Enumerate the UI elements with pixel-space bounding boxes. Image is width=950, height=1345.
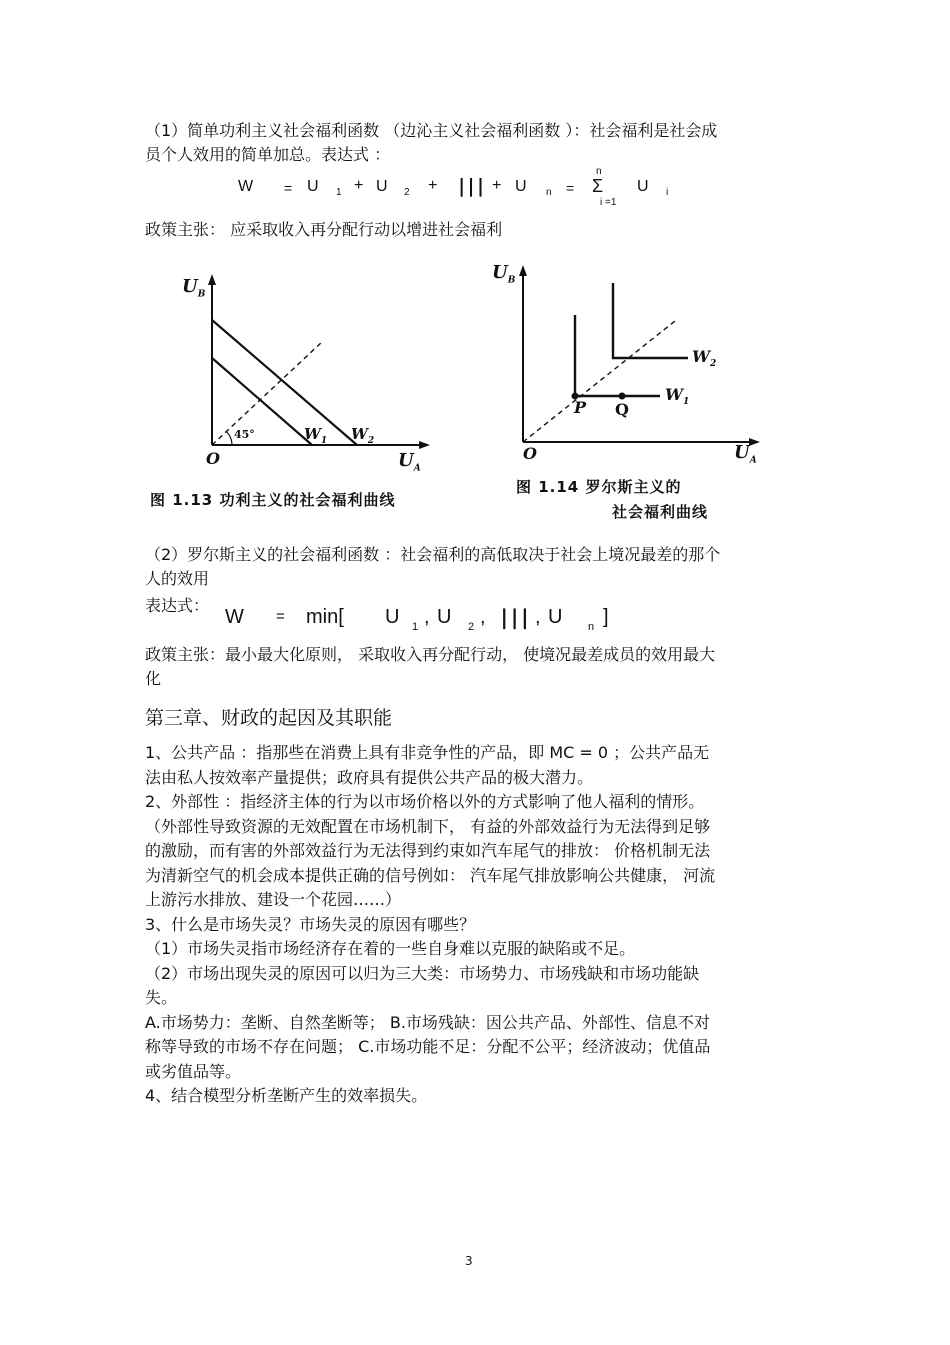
figure1-w1-label: $W_1$ <box>304 425 328 446</box>
formula-ui: U <box>637 178 649 195</box>
figure1-graphic <box>148 268 478 518</box>
chapter-line: 1、公共产品 ：指那些在消费上具有非竞争性的产品，即 MC = 0 ；公共产品无 <box>145 743 710 762</box>
figure2-q-label: Q <box>615 400 629 419</box>
rawls-eq: = <box>276 608 285 625</box>
figure2-axis-y: $U_B$ <box>492 262 516 286</box>
chapter-title: 第三章、财政的起因及其职能 <box>145 707 393 729</box>
formula-sub1: 1 <box>336 187 342 198</box>
figure2-graphic <box>490 258 790 458</box>
figure2-w1-label: $W_1$ <box>665 385 690 408</box>
rawls-sub2: 2 <box>468 621 475 633</box>
rawls-u1: U <box>385 606 400 628</box>
section1-policy: 政策主张： 应采取收入再分配行动以增进社会福利 <box>145 220 503 239</box>
chapter-line: （2）市场出现失灵的原因可以归为三大类：市场势力、市场残缺和市场功能缺 <box>145 963 700 983</box>
chapter-line: 3、什么是市场失灵？市场失灵的原因有哪些？ <box>145 914 476 934</box>
page-number: 3 <box>465 1254 473 1268</box>
figure1-caption: 图 1.13 功利主义的社会福利曲线 <box>150 491 396 509</box>
figure2-w2-label: $W_2$ <box>692 347 717 370</box>
chapter-line: 为清新空气的机会成本提供正确的信号例如： 汽车尾气排放影响公共健康， 河流 <box>145 865 716 885</box>
rawls-sub1: 1 <box>412 621 419 633</box>
figure1-angle-label: 45° <box>234 428 255 441</box>
figure2-caption-line1: 图 1.14 罗尔斯主义的 <box>516 478 682 496</box>
rawls-w: W <box>225 606 244 628</box>
sigma-symbol: Σ <box>592 176 604 196</box>
sigma-top: n <box>596 166 602 177</box>
formula-eq2: = <box>566 180 575 196</box>
chapter-body <box>145 741 845 1109</box>
figure-utilitarian-curve <box>148 268 478 518</box>
formula-plus1: + <box>354 177 364 194</box>
chapter-line: 法由私人按效率产量提供；政府具有提供公共产品的极大潜力。 <box>145 767 594 787</box>
section1-intro-line1: （1）简单功利主义社会福利函数 （边沁主义社会福利函数 ）：社会福利是社会成 <box>145 121 718 140</box>
chapter-line: 上游污水排放、建设一个花园……） <box>145 890 402 909</box>
section2-intro-line2: 人的效用 <box>145 569 210 588</box>
figure1-axis-y: $U_B$ <box>182 276 206 300</box>
section2-expr-label: 表达式： <box>145 596 210 615</box>
rawls-subn: n <box>588 621 595 633</box>
chapter-line: 的激励，而有害的外部效益行为无法得到约束如汽车尾气的排放： 价格机制无法 <box>145 841 711 860</box>
figure1-origin: O <box>206 449 220 468</box>
formula-ellipsis: ❙❙❙ <box>457 176 486 196</box>
chapter-line: 或劣值品等。 <box>145 1061 242 1081</box>
chapter-line: （外部性导致资源的无效配置在市场机制下， 有益的外部效益行为无法得到足够 <box>145 816 711 836</box>
formula-eq: = <box>284 180 293 196</box>
rawls-min: min[ <box>306 606 344 628</box>
rawls-u2: U <box>437 606 452 628</box>
formula-w: W <box>238 178 254 195</box>
formula-un: U <box>515 178 527 195</box>
section2-intro-line1: （2）罗尔斯主义的社会福利函数 ：社会福利的高低取决于社会上境况最差的那个 <box>145 545 721 564</box>
chapter-line: 2、外部性 ：指经济主体的行为以市场价格以外的方式影响了他人福利的情形。 <box>145 792 705 811</box>
chapter-line: （1）市场失灵指市场经济存在着的一些自身难以克服的缺陷或不足。 <box>145 939 636 958</box>
rawls-ellipsis: ❙❙❙ <box>499 607 531 629</box>
utilitarian-formula <box>0 166 950 215</box>
figure2-caption-line2: 社会福利曲线 <box>612 503 709 521</box>
formula-u1: U <box>307 178 319 195</box>
chapter-line: 失。 <box>145 988 178 1007</box>
rawls-comma2: , <box>480 606 486 628</box>
figure1-w2-label: $W_2$ <box>351 425 375 446</box>
formula-plus2: + <box>428 177 438 194</box>
section2-policy-line2: 化 <box>145 669 162 688</box>
chapter-line: 4、结合模型分析垄断产生的效率损失。 <box>145 1086 428 1105</box>
formula-sub-i: i <box>666 187 669 198</box>
rawls-comma3: , <box>535 606 541 628</box>
formula-u2: U <box>376 178 388 195</box>
rawlsian-formula <box>0 598 950 638</box>
formula-sub2: 2 <box>404 187 410 198</box>
sigma-bottom: i =1 <box>600 197 617 208</box>
chapter-line: 称等导致的市场不存在问题； C.市场功能不足：分配不公平；经济波动；优值品 <box>145 1037 711 1056</box>
section1-intro-line2: 员个人效用的简单加总。表达式 ： <box>145 145 391 164</box>
rawls-comma1: , <box>424 606 430 628</box>
figure2-axis-x: $U_A$ <box>734 442 757 466</box>
figure-rawlsian-curve <box>490 258 790 533</box>
figure1-axis-x: $U_A$ <box>398 450 421 474</box>
figure2-origin: O <box>523 444 537 463</box>
section2-policy-line1: 政策主张：最小最大化原则， 采取收入再分配行动， 使境况最差成员的效用最大 <box>145 645 716 664</box>
chapter-line: A.市场势力：垄断、自然垄断等； B.市场残缺：因公共产品、外部性、信息不对 <box>145 1012 710 1032</box>
formula-plus3: + <box>492 177 502 194</box>
figure2-p-label: P <box>574 398 587 417</box>
formula-subn: n <box>546 187 552 198</box>
rawls-close: ] <box>603 606 609 628</box>
rawls-un: U <box>548 606 563 628</box>
